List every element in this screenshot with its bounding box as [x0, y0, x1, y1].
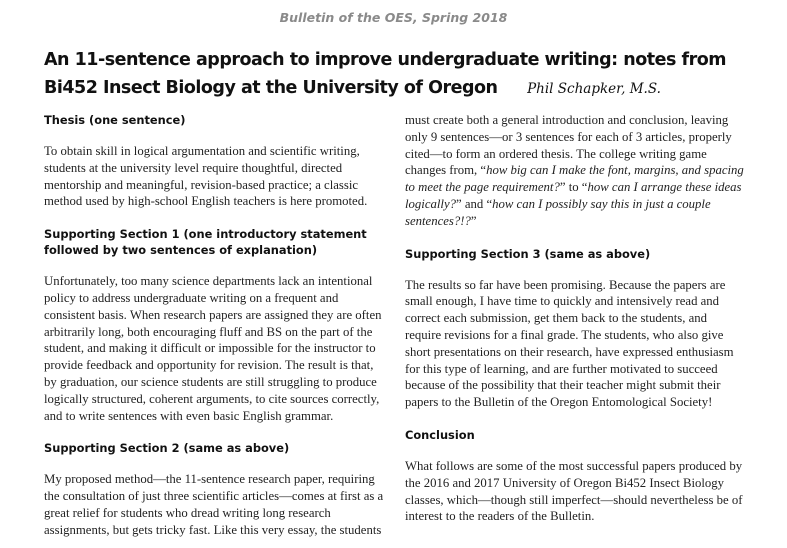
conclusion-paragraph: What follows are some of the most successful papers produced by the 2016 and 2017 University of Oregon Bi452 Insect Biology classes, which—though still imperfect—should nevertheless be of interest to the readers of the Bulletin. — [405, 458, 743, 524]
support2-paragraph: My proposed method—the 11-sentence research paper, requiring the consultation of just three scientific articles—comes at first as a great relief for students who dread writing long research assignments, but gets tricky fast. Like this very essay, the students — [44, 472, 384, 537]
bulletin-header: Bulletin of the OES, Spring 2018 — [279, 10, 508, 25]
thesis-heading: Thesis (one sentence) — [44, 113, 186, 127]
support2-text-d: ” — [470, 213, 477, 228]
right-column — [405, 112, 745, 525]
support1-heading: Supporting Section 1 (one introductory statement followed by two sentences of explanation) — [44, 227, 367, 258]
left-column — [44, 112, 386, 539]
support2-heading: Supporting Section 2 (same as above) — [44, 441, 290, 456]
quote-arrange-ideas: how can I arrange these ideas logically? — [405, 180, 742, 211]
support3-paragraph: The results so far have been promising. Because the papers are small enough, I have time to quickly and intensively read and correct each submission, get them back to the students, and require revisions for a final grade. The students, who also give short presentations on their research, have expressed enthusiasm for this type of learning, and are further motivated to succeed because of the possibility that their teacher might submit their papers to the Bulletin of the Oregon Entomological Society! — [405, 277, 734, 410]
thesis-paragraph: To obtain skill in logical argumentation and scientific writing, students at the university level require thoughtful, directed mentorship and meaningful, revision-based practice; a classic method used by high-school English teachers is here promoted. — [44, 144, 368, 209]
article-title: An 11-sentence approach to improve undergraduate writing: notes from Bi452 Insect Biology at the University of Oregon — [44, 50, 726, 98]
conclusion-heading: Conclusion — [405, 427, 475, 442]
support2-continued-paragraph — [405, 112, 745, 230]
support2-text-b: ” to “ — [559, 180, 588, 195]
support1-paragraph: Unfortunately, too many science departments lack an intentional policy to address undergraduate writing on a frequent and consistent basis. When research papers are assigned they are often arbitrarily long, both encouraging fluff and BS on the part of the student, and making it difficult or impossible for the instructor to provide feedback and opportunity for revision. The result is that, by graduation, our science students are still struggling to produce logically structured, coherent arguments, to cite sources correctly, and to write sentences with even basic English grammar. — [44, 274, 382, 423]
quote-font-margins: how big can I make the font, margins, and spacing to meet the page requirement? — [405, 163, 744, 195]
quote-couple-sentences: how can I possibly say this in just a couple sentences?!? — [405, 196, 711, 228]
article-title-block — [44, 46, 784, 103]
author-signature: Phil Schapker, M.S. — [527, 81, 661, 97]
support3-heading: Supporting Section 3 (same as above) — [405, 246, 651, 261]
support2-text-c: ” and “ — [456, 196, 493, 211]
support2-text-a: must create both a general introduction and conclusion, leaving only 9 sentences—or 3 sentences for each of 3 articles, properly cited—to form an ordered thesis. The college writing game changes from, “ — [405, 113, 732, 178]
